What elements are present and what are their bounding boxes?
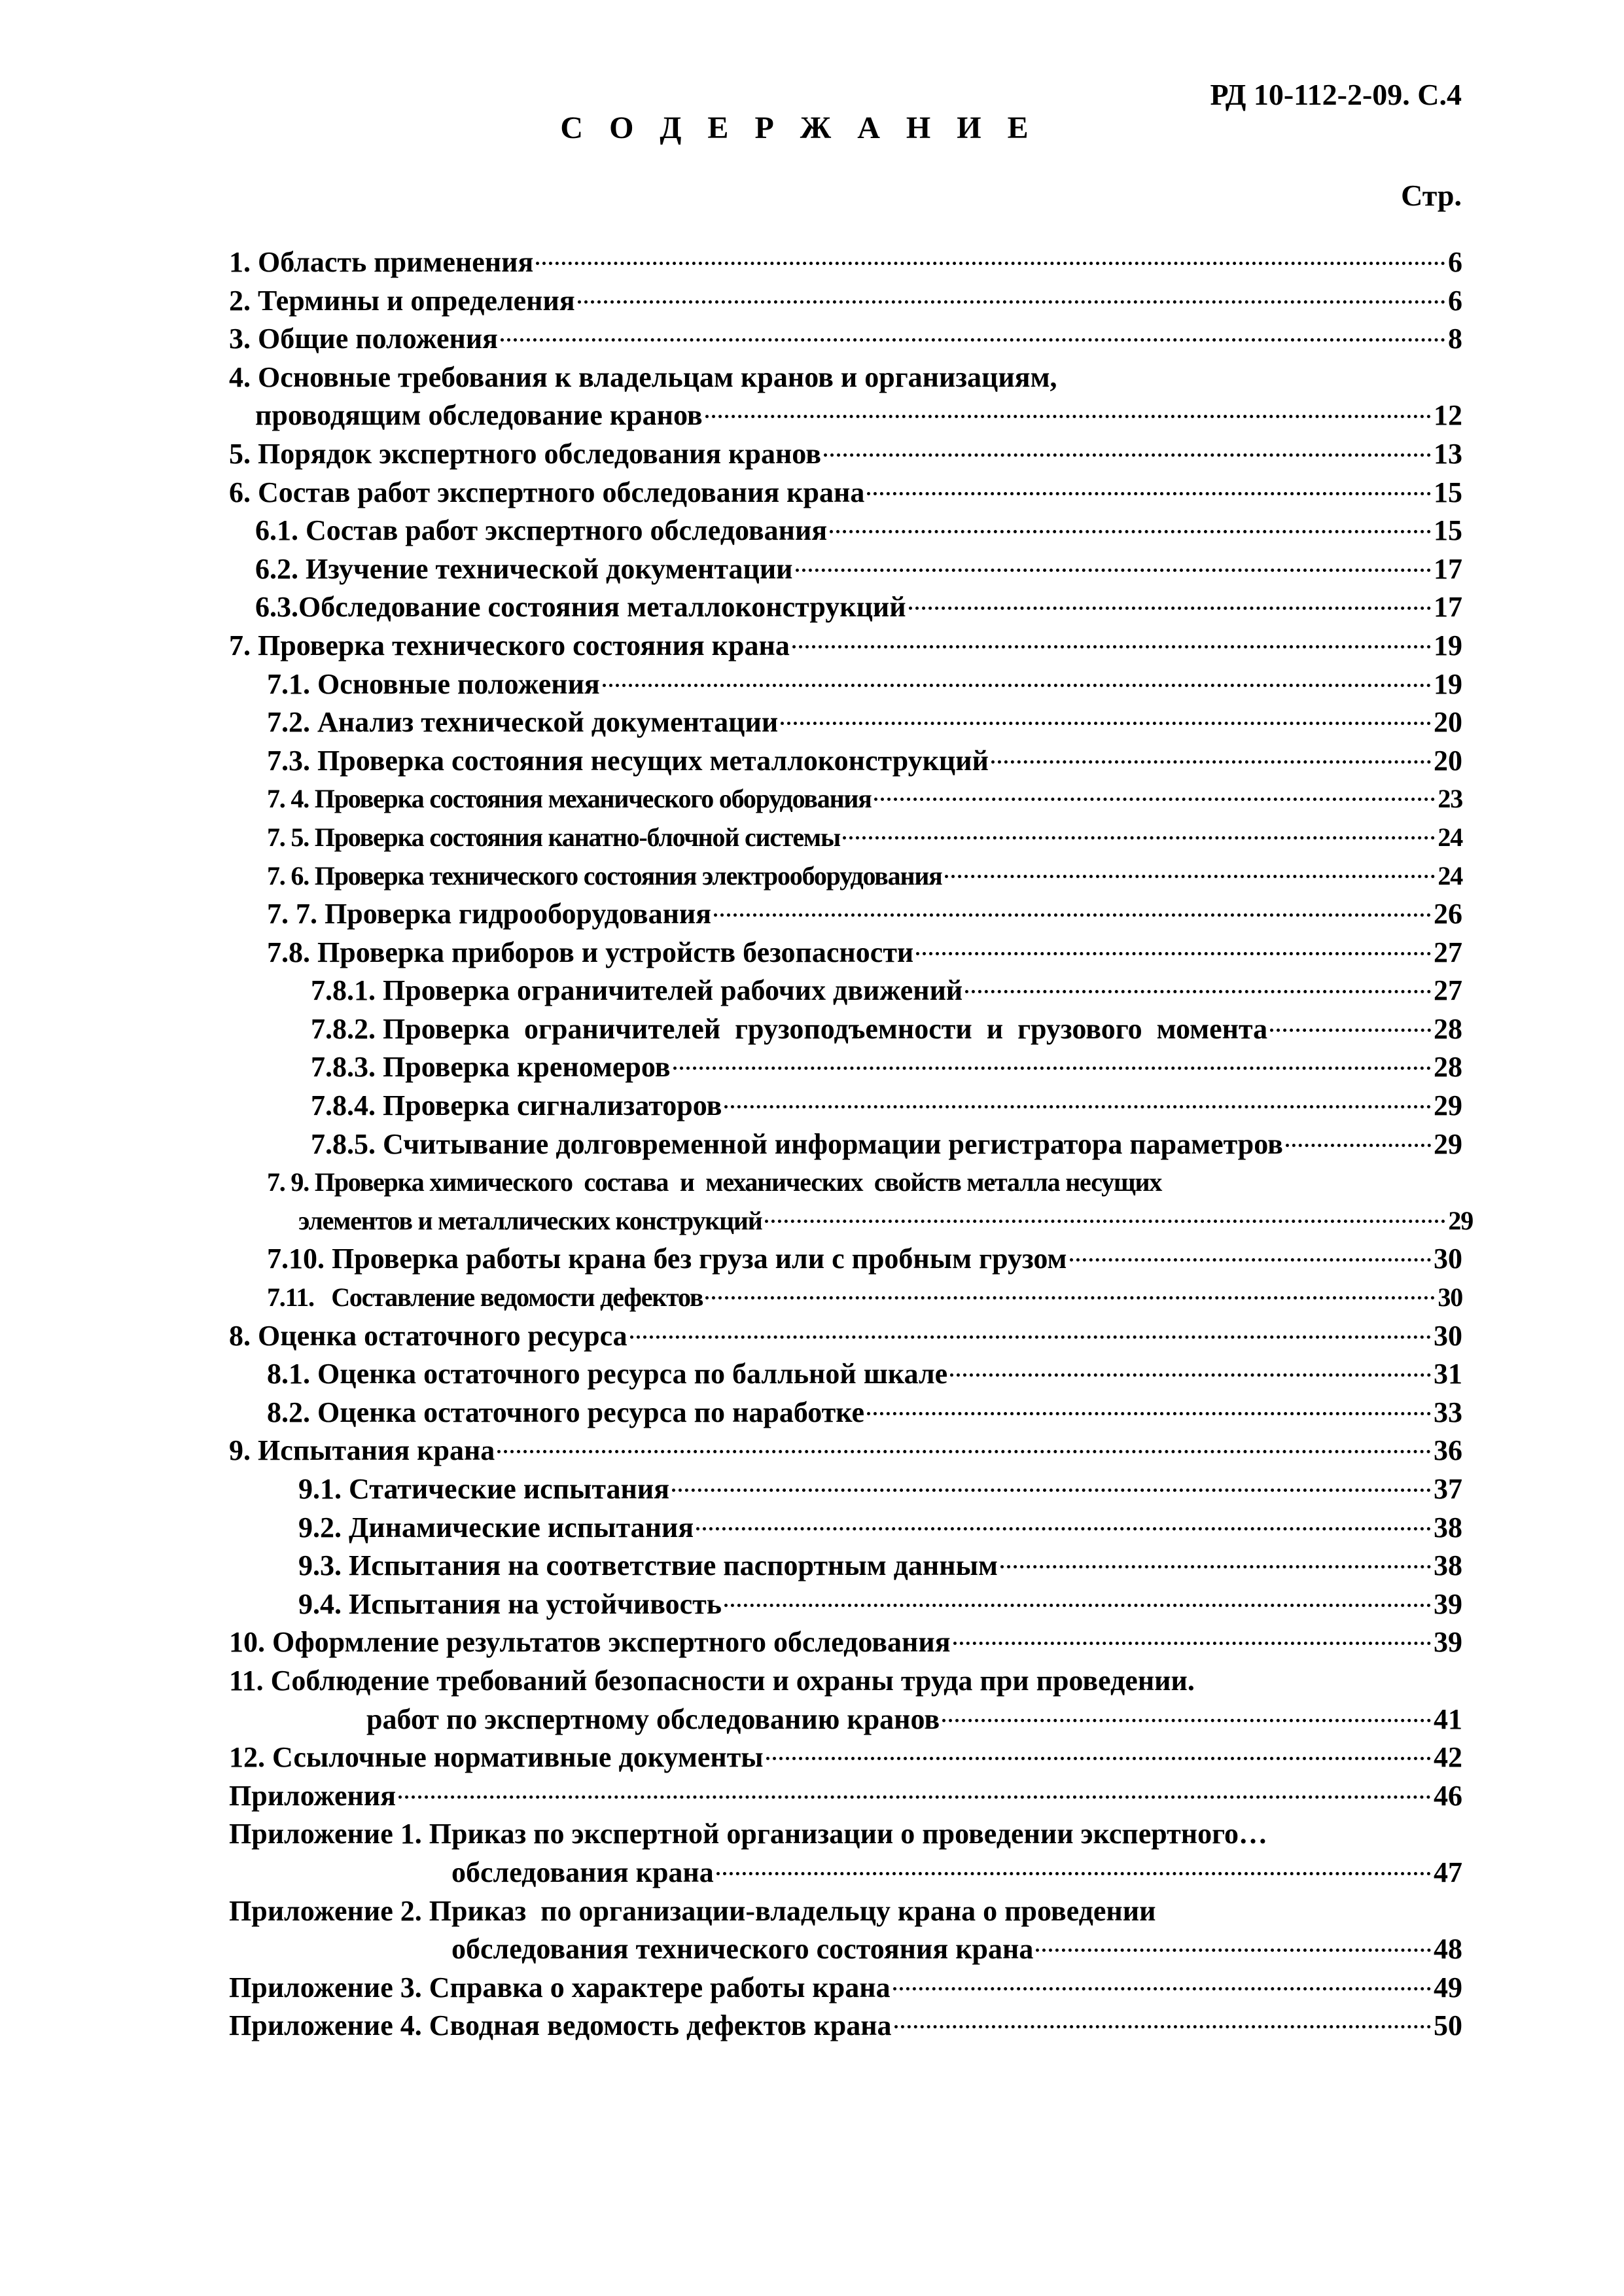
toc-entry-text: Приложение 4. Сводная ведомость дефектов крана — [229, 2009, 892, 2042]
toc-entry-page: 31 — [1434, 1358, 1462, 1390]
toc-leader — [950, 1373, 1431, 1377]
toc-entry — [229, 742, 1462, 781]
toc-leader — [1070, 1258, 1431, 1262]
toc-leader — [765, 1220, 1446, 1223]
toc-entry-text: 9. Испытания крана — [229, 1434, 495, 1467]
toc-entry-text: 7. 9. Проверка химического состава и механических свойств металла несущих — [267, 1167, 1162, 1197]
toc-entry — [229, 1509, 1462, 1547]
toc-entry — [229, 1240, 1462, 1279]
toc-leader — [1000, 1565, 1431, 1568]
toc-entry-page: 47 — [1434, 1856, 1462, 1888]
toc-leader — [953, 1642, 1431, 1645]
toc-entry — [229, 435, 1462, 474]
toc-entry-text: 7.8. Проверка приборов и устройств безопасности — [267, 936, 914, 968]
toc-entry-text: 2. Термины и определения — [229, 284, 575, 317]
toc-entry — [229, 1585, 1462, 1624]
toc-leader — [630, 1335, 1431, 1339]
toc-entry-page: 13 — [1434, 437, 1462, 470]
toc-entry — [229, 1202, 1473, 1241]
toc-entry-text: обследования технического состояния крана — [451, 1933, 1034, 1966]
toc-entry — [229, 1010, 1462, 1049]
toc-entry-page: 29 — [1448, 1205, 1473, 1235]
page-title-text: С О Д Е Р Ж А Н И Е — [560, 111, 1038, 145]
toc-entry-text: 6. Состав работ экспертного обследования крана — [229, 476, 865, 508]
toc-leader — [705, 1296, 1435, 1299]
toc-entry — [229, 1547, 1462, 1585]
toc-entry-page: 28 — [1434, 1012, 1462, 1045]
toc-entry-text: 7.8.5. Считывание долговременной информации регистратора параметров — [311, 1127, 1283, 1160]
toc-entry — [229, 934, 1462, 972]
toc-entry-text: 7.1. Основные положения — [267, 667, 600, 700]
toc-entry — [229, 627, 1462, 665]
toc-entry-text: 8.1. Оценка остаточного ресурса по балльной шкале — [267, 1358, 948, 1390]
toc-leader — [830, 530, 1431, 533]
toc-entry-page: 19 — [1434, 667, 1462, 700]
toc-entry-text: 4. Основные требования к владельцам кранов и организациям, — [229, 361, 1057, 393]
toc-leader — [909, 607, 1431, 610]
toc-leader — [867, 1412, 1431, 1415]
toc-entry-page: 20 — [1434, 706, 1462, 739]
toc-entry — [229, 895, 1462, 934]
toc-entry-text: 7.10. Проверка работы крана без груза или с пробным грузом — [267, 1243, 1067, 1275]
toc-leader — [724, 1604, 1431, 1607]
toc-entry-text: 1. Область применения — [229, 246, 534, 278]
toc-entry — [229, 1432, 1462, 1470]
toc-leader — [603, 684, 1431, 687]
toc-entry-page: 29 — [1434, 1089, 1462, 1122]
toc-entry — [229, 1279, 1462, 1317]
toc-entry-page: 42 — [1434, 1741, 1462, 1774]
toc-entry — [229, 397, 1462, 435]
toc-entry — [229, 474, 1462, 512]
toc-entry — [229, 588, 1462, 627]
toc-entry-text: 5. Порядок экспертного обследования кранов — [229, 437, 821, 470]
toc-entry-page: 39 — [1434, 1587, 1462, 1620]
toc-entry-page: 26 — [1434, 898, 1462, 930]
toc-entry — [229, 512, 1462, 550]
toc-entry-text: Приложение 3. Справка о характере работы крана — [229, 1971, 891, 2004]
toc-entry-text: 7.8.2. Проверка ограничителей грузоподъемности и грузового момента — [311, 1012, 1268, 1045]
toc-entry-page: 33 — [1434, 1396, 1462, 1428]
toc-leader — [497, 1450, 1431, 1453]
toc-entry-text: 7.8.4. Проверка сигнализаторов — [311, 1089, 722, 1122]
toc-entry-page: 15 — [1434, 476, 1462, 508]
toc-entry-page: 48 — [1434, 1933, 1462, 1966]
toc-leader — [824, 453, 1431, 457]
toc-entry — [229, 243, 1462, 282]
toc-entry — [229, 2007, 1462, 2045]
page-column-header: Стр. — [1401, 179, 1462, 212]
toc-entry-page: 46 — [1434, 1779, 1462, 1812]
toc-leader — [578, 300, 1445, 304]
toc-entry — [229, 1815, 1462, 1854]
toc-entry-text: работ по экспертному обследованию кранов — [366, 1703, 940, 1735]
toc-entry — [229, 1892, 1462, 1931]
toc-entry — [229, 1163, 1462, 1202]
toc-entry — [229, 1087, 1462, 1125]
toc-leader — [874, 798, 1436, 801]
toc-leader — [916, 952, 1431, 955]
toc-entry-text: 10. Оформление результатов экспертного обследования — [229, 1626, 951, 1659]
toc-entry-text: 12. Ссылочные нормативные документы — [229, 1741, 764, 1774]
toc-leader — [867, 492, 1431, 495]
toc-entry-text: 7.2. Анализ технической документации — [267, 706, 779, 739]
toc-entry-text: Приложение 2. Приказ по организации-владельцу крана о проведении — [229, 1894, 1156, 1927]
toc-entry — [229, 857, 1462, 896]
toc-entry — [229, 1930, 1462, 1969]
toc-leader — [501, 338, 1445, 342]
toc-entry-page: 24 — [1438, 822, 1462, 852]
toc-leader — [843, 836, 1435, 839]
toc-entry — [229, 1662, 1462, 1701]
toc-entry-page: 28 — [1434, 1051, 1462, 1084]
toc-entry-text: обследования крана — [451, 1856, 714, 1888]
toc-entry-text: 3. Общие положения — [229, 323, 498, 355]
toc-entry-page: 17 — [1434, 552, 1462, 585]
toc-entry-page: 38 — [1434, 1549, 1462, 1582]
toc-entry-text: 7. 5. Проверка состояния канатно-блочной системы — [267, 822, 841, 852]
toc-entry — [229, 359, 1462, 397]
toc-entry — [229, 703, 1462, 742]
toc-entry — [229, 780, 1462, 819]
toc-entry — [229, 1317, 1462, 1356]
toc-entry-page: 24 — [1438, 860, 1462, 891]
toc-leader — [942, 1719, 1431, 1722]
toc-entry — [229, 320, 1462, 359]
toc-leader — [766, 1757, 1431, 1760]
toc-entry-text: 7.3. Проверка состояния несущих металлоконструкций — [267, 744, 989, 777]
toc-entry-text: 7. 4. Проверка состояния механического оборудования — [267, 784, 872, 814]
toc-leader — [398, 1795, 1431, 1799]
toc-entry-page: 30 — [1434, 1319, 1462, 1352]
toc-leader — [1286, 1144, 1431, 1147]
toc-leader — [696, 1527, 1431, 1530]
toc-leader — [536, 262, 1445, 265]
toc-entry-text: 7.8.1. Проверка ограничителей рабочих движений — [311, 974, 963, 1007]
toc-leader — [945, 875, 1436, 878]
toc-leader — [714, 913, 1431, 917]
toc-entry-text: 6.2. Изучение технической документации — [255, 552, 793, 585]
toc-entry — [229, 1125, 1462, 1164]
toc-entry-page: 37 — [1434, 1473, 1462, 1505]
toc-entry — [229, 1854, 1462, 1892]
toc-entry-page: 19 — [1434, 629, 1462, 662]
toc-entry-page: 8 — [1448, 323, 1462, 355]
toc-entry-page: 17 — [1434, 591, 1462, 624]
toc-entry-page: 12 — [1434, 399, 1462, 432]
toc-leader — [991, 760, 1431, 764]
toc-entry-text: элементов и металлических конструкций — [298, 1205, 762, 1235]
toc-leader — [894, 2025, 1431, 2028]
toc-entry-text: 9.3. Испытания на соответствие паспортным данным — [298, 1549, 998, 1582]
toc-entry — [229, 1394, 1462, 1432]
toc-entry — [229, 550, 1462, 589]
toc-entry-page: 27 — [1434, 936, 1462, 968]
toc-entry-page: 15 — [1434, 514, 1462, 547]
toc-entry-text: 7.8.3. Проверка креномеров — [311, 1051, 671, 1084]
toc-entry — [229, 1701, 1462, 1739]
toc-entry — [229, 1623, 1462, 1662]
toc-entry — [229, 1470, 1462, 1509]
toc-leader — [724, 1105, 1431, 1108]
toc-entry — [229, 972, 1462, 1010]
toc-entry — [229, 282, 1462, 321]
toc-entry-page: 23 — [1438, 784, 1462, 814]
toc-entry-text: 8.2. Оценка остаточного ресурса по наработке — [267, 1396, 865, 1428]
toc-entry-page: 6 — [1448, 284, 1462, 317]
toc-leader — [673, 1067, 1431, 1070]
toc-entry-text: 7. 7. Проверка гидрооборудования — [267, 898, 712, 930]
toc-entry-page: 49 — [1434, 1971, 1462, 2004]
toc-entry — [229, 1048, 1462, 1087]
toc-entry-page: 39 — [1434, 1626, 1462, 1659]
toc-entry — [229, 665, 1462, 704]
toc-entry — [229, 1739, 1462, 1777]
page-title — [0, 110, 1624, 146]
toc-entry-page: 29 — [1434, 1127, 1462, 1160]
toc-entry-text: проводящим обследование кранов — [255, 399, 703, 432]
toc-entry-text: 9.1. Статические испытания — [298, 1473, 670, 1505]
toc-entry-page: 20 — [1434, 744, 1462, 777]
toc-entry-page: 6 — [1448, 246, 1462, 278]
toc-entry-text: Приложение 1. Приказ по экспертной организации о проведении экспертного… — [229, 1818, 1267, 1850]
toc-leader — [705, 415, 1431, 418]
toc-leader — [716, 1872, 1431, 1875]
table-of-contents — [229, 243, 1473, 2045]
toc-leader — [965, 990, 1431, 993]
toc-entry-text: 8. Оценка остаточного ресурса — [229, 1319, 627, 1352]
toc-entry-page: 36 — [1434, 1434, 1462, 1467]
toc-entry-text: 7. Проверка технического состояния крана — [229, 629, 790, 662]
toc-entry-page: 38 — [1434, 1511, 1462, 1544]
toc-leader — [1270, 1029, 1431, 1032]
toc-leader — [781, 722, 1431, 725]
toc-leader — [796, 569, 1431, 572]
toc-entry-text: 9.4. Испытания на устойчивость — [298, 1587, 722, 1620]
toc-leader — [893, 1987, 1431, 1990]
toc-entry-page: 41 — [1434, 1703, 1462, 1735]
toc-entry-text: 7. 6. Проверка технического состояния электрооборудования — [267, 860, 942, 891]
toc-entry-text: Приложения — [229, 1779, 396, 1812]
toc-leader — [1036, 1949, 1431, 1952]
toc-entry — [229, 819, 1462, 857]
toc-entry-page: 50 — [1434, 2009, 1462, 2042]
toc-entry-text: 9.2. Динамические испытания — [298, 1511, 694, 1544]
toc-entry-page: 30 — [1438, 1282, 1462, 1313]
toc-entry-page: 30 — [1434, 1243, 1462, 1275]
toc-entry — [229, 1355, 1462, 1394]
toc-entry — [229, 1777, 1462, 1816]
toc-entry-page: 27 — [1434, 974, 1462, 1007]
toc-leader — [792, 645, 1431, 648]
document-code: РД 10-112-2-09. С.4 — [1210, 78, 1462, 111]
toc-entry — [229, 1969, 1462, 2007]
toc-entry-text: 6.3.Обследование состояния металлоконструкций — [255, 591, 906, 624]
toc-leader — [672, 1489, 1431, 1492]
toc-entry-text: 6.1. Состав работ экспертного обследования — [255, 514, 828, 547]
toc-entry-text: 11. Соблюдение требований безопасности и охраны труда при проведении. — [229, 1664, 1195, 1697]
toc-entry-text: 7.11. Составление ведомости дефектов — [267, 1282, 703, 1313]
